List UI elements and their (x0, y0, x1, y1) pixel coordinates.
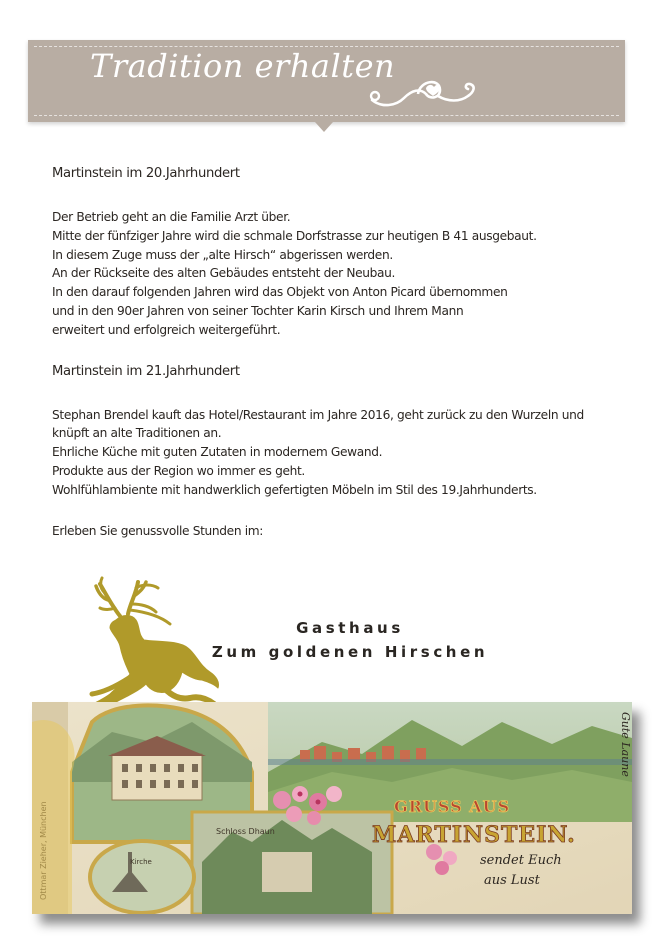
text-line: und in den 90er Jahren von seiner Tochter Karin Kirsch und Ihrem Mann (52, 303, 464, 318)
postcard-caption-church: Kirche (130, 858, 152, 866)
text-line: knüpft an alte Traditionen an. (52, 426, 222, 441)
section-heading-20th-century: Martinstein im 20.Jahrhundert (52, 166, 240, 181)
text-line: Der Betrieb geht an die Familie Arzt über. (52, 210, 291, 224)
section-heading-21st-century: Martinstein im 21.Jahrhundert (52, 363, 240, 379)
restaurant-name (190, 616, 510, 664)
history-text (52, 164, 612, 540)
restaurant-name-line-2: Zum goldenen Hirschen (211, 643, 489, 661)
postcard-caption-castle: Schloss Dhaun (216, 827, 275, 836)
text-line: In den darauf folgenden Jahren wird das Objekt von Anton Picard übernommen (52, 285, 508, 300)
postcard-town: MARTINSTEIN. (372, 822, 576, 848)
text-line: Mitte der fünfziger Jahre wird die schmale Dorfstrasse zur heutigen B 41 ausgebaut. (52, 228, 537, 243)
header-banner-pointer (315, 122, 333, 132)
postcard-greeting: GRUSS AUS (394, 797, 511, 816)
text-line: erweitert und erfolgreich weitergeführt. (52, 322, 281, 337)
text-line: In diesem Zuge muss der „alte Hirsch“ abgerissen werden. (52, 247, 393, 262)
text-line: Stephan Brendel kauft das Hotel/Restaurant im Jahre 2016, geht zurück zu den Wurzeln und (52, 407, 584, 422)
flourish-ornament-icon (368, 74, 480, 114)
text-line: An der Rückseite des alten Gebäudes entsteht der Neubau. (52, 266, 396, 281)
restaurant-name-line-1: Gasthaus (296, 619, 404, 637)
postcard-handwriting-3: aus Lust (484, 873, 540, 888)
postcard-handwriting-1: Gute Laune (619, 712, 632, 777)
text-line: Wohlfühlambiente mit handwerklich gefertigten Möbeln im Stil des 19.Jahrhunderts. (52, 482, 537, 497)
closing-line: Erleben Sie genussvolle Stunden im: (52, 523, 264, 538)
text-line: Ehrliche Küche mit guten Zutaten in modernem Gewand. (52, 445, 383, 460)
vintage-postcard-image (32, 702, 632, 914)
text-line: Produkte aus der Region wo immer es geht. (52, 463, 305, 478)
page-title: Tradition erhalten (90, 47, 396, 85)
postcard-handwriting-2: sendet Euch (480, 853, 562, 868)
